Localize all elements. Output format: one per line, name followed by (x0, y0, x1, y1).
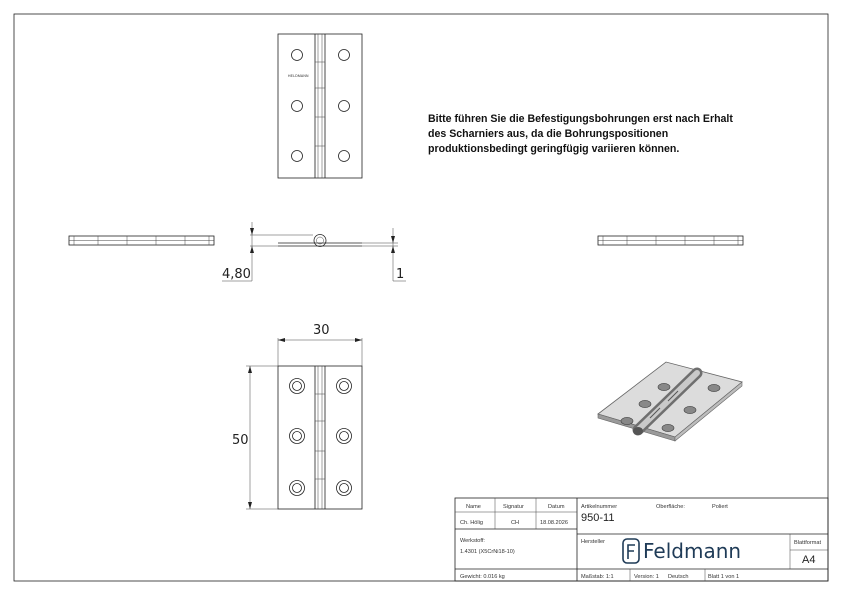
dim-height: 50 (232, 433, 249, 448)
tb-article-label: Artikelnummer (581, 504, 618, 510)
tb-sheet: Blatt 1 von 1 (708, 574, 740, 580)
title-block (455, 498, 828, 581)
tb-date-value: 18.08.2026 (540, 520, 568, 526)
tb-weight: Gewicht: 0.016 kg (460, 574, 505, 580)
hinge-top-view (278, 34, 362, 178)
tb-material-label: Werkstoff: (460, 538, 485, 544)
tb-signature-value: CH (511, 520, 520, 526)
feldmann-logo-icon (623, 539, 639, 563)
tb-material-value: 1.4301 (X5CrNi18-10) (460, 549, 515, 555)
hinge-isometric-view (598, 362, 742, 441)
tb-manufacturer-label: Hersteller (581, 539, 605, 545)
drilling-note (428, 112, 768, 157)
note-line: Bitte führen Sie die Befestigungsbohrungen erst nach Erhalt (428, 113, 733, 125)
part-engraving: HELDMANN (288, 74, 309, 78)
tb-surface-value: Poliert (712, 504, 728, 510)
brand-name: Feldmann (643, 539, 742, 563)
hinge-front-view (246, 338, 362, 509)
tb-format-label: Blattformat (794, 540, 822, 546)
tb-scale: Maßstab: 1:1 (581, 574, 614, 580)
tb-signature-label: Signatur (503, 504, 524, 510)
note-line: des Scharniers aus, da die Bohrungspositionen (428, 128, 669, 140)
tb-format-value: A4 (802, 554, 816, 566)
sheet-border (14, 14, 828, 581)
tb-name-label: Name (466, 504, 481, 510)
tb-language: Deutsch (668, 574, 689, 580)
tb-surface-label: Oberfläche: (656, 504, 685, 510)
dim-thickness: 4,80 (222, 267, 251, 282)
tb-date-label: Datum (548, 504, 565, 510)
hinge-edge-view-right (598, 236, 743, 245)
tb-version: Version: 1 (634, 574, 659, 580)
note-line: produktionsbedingt geringfügig variieren können. (428, 143, 680, 155)
dim-leaf: 1 (396, 267, 405, 282)
tb-article-value: 950-11 (581, 512, 615, 524)
hinge-edge-view-left (69, 236, 214, 245)
dim-width: 30 (313, 323, 330, 338)
tb-name-value: Ch. Hölig (460, 520, 484, 526)
